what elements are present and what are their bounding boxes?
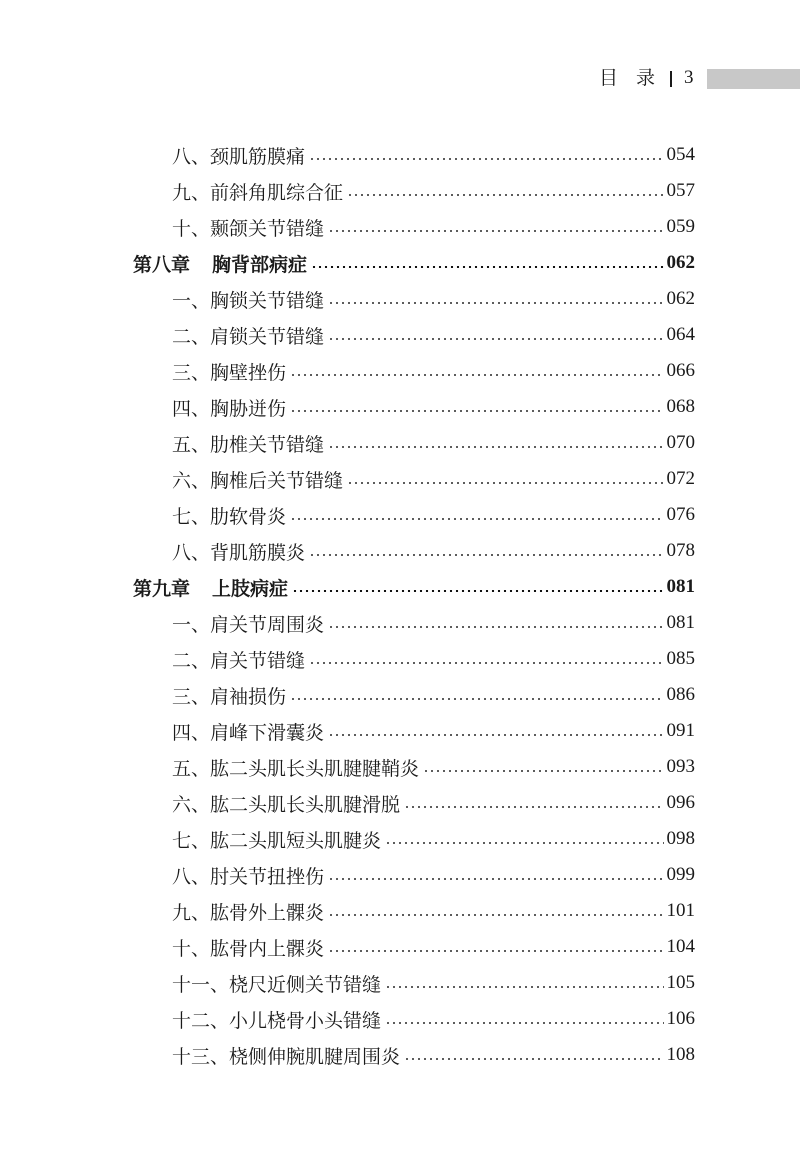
dot-leader [290, 374, 663, 376]
toc-section-entry[interactable] [172, 857, 695, 893]
toc-entry-page: 064 [666, 324, 695, 345]
toc-entry-title: 四、肩峰下滑囊炎 [172, 721, 325, 744]
dot-leader [404, 806, 663, 808]
dot-leader [385, 986, 663, 988]
toc-entry-page: 106 [666, 1008, 695, 1029]
toc-entry-title: 八、背肌筋膜炎 [172, 541, 306, 564]
toc-section-entry[interactable] [172, 281, 695, 317]
toc-entry-title: 五、肋椎关节错缝 [172, 433, 325, 456]
toc-section-entry[interactable] [172, 1001, 695, 1037]
header-page-number: 3 [684, 67, 694, 88]
dot-leader [328, 338, 663, 340]
toc-entry-title: 八、颈肌筋膜痛 [172, 145, 306, 168]
header-gray-bar [707, 69, 800, 89]
toc-entry-title: 六、肱二头肌长头肌腱滑脱 [172, 793, 401, 816]
toc-entry-page: 059 [666, 216, 695, 237]
toc-entry-page: 062 [666, 288, 695, 309]
toc-section-entry[interactable] [172, 929, 695, 965]
toc-entry-title: 三、胸壁挫伤 [172, 361, 287, 384]
toc-chapter-entry[interactable] [133, 569, 695, 605]
toc-section-entry[interactable] [172, 893, 695, 929]
toc-entry-title: 三、肩袖损伤 [172, 685, 287, 708]
toc-entry-page: 081 [666, 612, 695, 633]
toc-section-entry[interactable] [172, 353, 695, 389]
toc-entry-page: 105 [666, 972, 695, 993]
toc-entry-title: 十三、桡侧伸腕肌腱周围炎 [172, 1045, 401, 1068]
toc-section-entry[interactable] [172, 821, 695, 857]
toc-entry-page: 099 [666, 864, 695, 885]
toc-entry-title: 八、肘关节扭挫伤 [172, 865, 325, 888]
chapter-title: 上肢病症 [212, 577, 289, 600]
dot-leader [328, 878, 663, 880]
toc-entry-page: 057 [666, 180, 695, 201]
dot-leader [328, 626, 663, 628]
dot-leader [328, 734, 663, 736]
toc-entry-page: 054 [666, 144, 695, 165]
toc-entry-page: 104 [666, 936, 695, 957]
toc-section-entry[interactable] [172, 1037, 695, 1073]
toc-entry-title: 一、胸锁关节错缝 [172, 289, 325, 312]
toc-entry-page: 093 [666, 756, 695, 777]
dot-leader [347, 482, 663, 484]
toc-entry-title: 六、胸椎后关节错缝 [172, 469, 344, 492]
dot-leader [347, 194, 663, 196]
toc-section-entry[interactable] [172, 605, 695, 641]
toc-entry-title: 五、肱二头肌长头肌腱腱鞘炎 [172, 757, 420, 780]
toc-entry-page: 086 [666, 684, 695, 705]
toc-entry-title: 七、肱二头肌短头肌腱炎 [172, 829, 382, 852]
toc-entry-title: 十二、小儿桡骨小头错缝 [172, 1009, 382, 1032]
dot-leader [328, 446, 663, 448]
header-separator [670, 71, 672, 87]
dot-leader [328, 230, 663, 232]
toc-entry-title [133, 250, 307, 277]
toc-section-entry[interactable] [172, 497, 695, 533]
dot-leader [328, 914, 663, 916]
running-header [0, 66, 800, 90]
toc-entry-page: 091 [666, 720, 695, 741]
toc-entry-title: 十、肱骨内上髁炎 [172, 937, 325, 960]
toc-section-entry[interactable] [172, 785, 695, 821]
toc-section-entry[interactable] [172, 641, 695, 677]
dot-leader [385, 842, 663, 844]
toc-entry-page: 101 [666, 900, 695, 921]
chapter-title: 胸背部病症 [212, 253, 308, 276]
toc-entry-page: 098 [666, 828, 695, 849]
toc-entry-title [133, 574, 288, 601]
toc-chapter-entry[interactable] [133, 245, 695, 281]
toc-section-entry[interactable] [172, 713, 695, 749]
toc-section-entry[interactable] [172, 173, 695, 209]
dot-leader [290, 698, 663, 700]
toc-section-entry[interactable] [172, 965, 695, 1001]
dot-leader [309, 554, 663, 556]
toc-section-entry[interactable] [172, 317, 695, 353]
dot-leader [328, 302, 663, 304]
toc-entry-page: 070 [666, 432, 695, 453]
toc-section-entry[interactable] [172, 749, 695, 785]
chapter-number: 第八章 [133, 253, 191, 276]
dot-leader [290, 518, 663, 520]
toc-entry-page: 068 [666, 396, 695, 417]
toc-section-entry[interactable] [172, 461, 695, 497]
toc-entry-page: 076 [666, 504, 695, 525]
dot-leader [385, 1022, 663, 1024]
toc-section-entry[interactable] [172, 533, 695, 569]
toc-entry-page: 085 [666, 648, 695, 669]
toc-entry-page: 062 [666, 252, 695, 273]
chapter-number: 第九章 [133, 577, 191, 600]
toc-entry-title: 二、肩锁关节错缝 [172, 325, 325, 348]
dot-leader [423, 770, 663, 772]
toc-entry-title: 九、肱骨外上髁炎 [172, 901, 325, 924]
dot-leader [311, 266, 663, 268]
toc-entry-page: 072 [666, 468, 695, 489]
toc-entry-title: 二、肩关节错缝 [172, 649, 306, 672]
toc-entry-title: 十一、桡尺近侧关节错缝 [172, 973, 382, 996]
dot-leader [292, 590, 663, 592]
dot-leader [404, 1058, 663, 1060]
toc-entry-title: 四、胸胁迸伤 [172, 397, 287, 420]
dot-leader [309, 662, 663, 664]
dot-leader [328, 950, 663, 952]
toc-entry-page: 066 [666, 360, 695, 381]
toc-entry-page: 096 [666, 792, 695, 813]
toc-entry-page: 078 [666, 540, 695, 561]
toc-entry-title: 一、肩关节周围炎 [172, 613, 325, 636]
toc-entry-title: 十、颞颌关节错缝 [172, 217, 325, 240]
toc-section-entry[interactable] [172, 209, 695, 245]
dot-leader [309, 158, 663, 160]
toc-section-entry[interactable] [172, 389, 695, 425]
toc-entry-page: 081 [666, 576, 695, 597]
toc-entry-title: 七、肋软骨炎 [172, 505, 287, 528]
toc-section-entry[interactable] [172, 677, 695, 713]
toc-section-entry[interactable] [172, 425, 695, 461]
toc-entry-title: 九、前斜角肌综合征 [172, 181, 344, 204]
header-title: 目 录 [598, 67, 661, 89]
dot-leader [290, 410, 663, 412]
toc-entry-page: 108 [666, 1044, 695, 1065]
toc-section-entry[interactable] [172, 137, 695, 173]
